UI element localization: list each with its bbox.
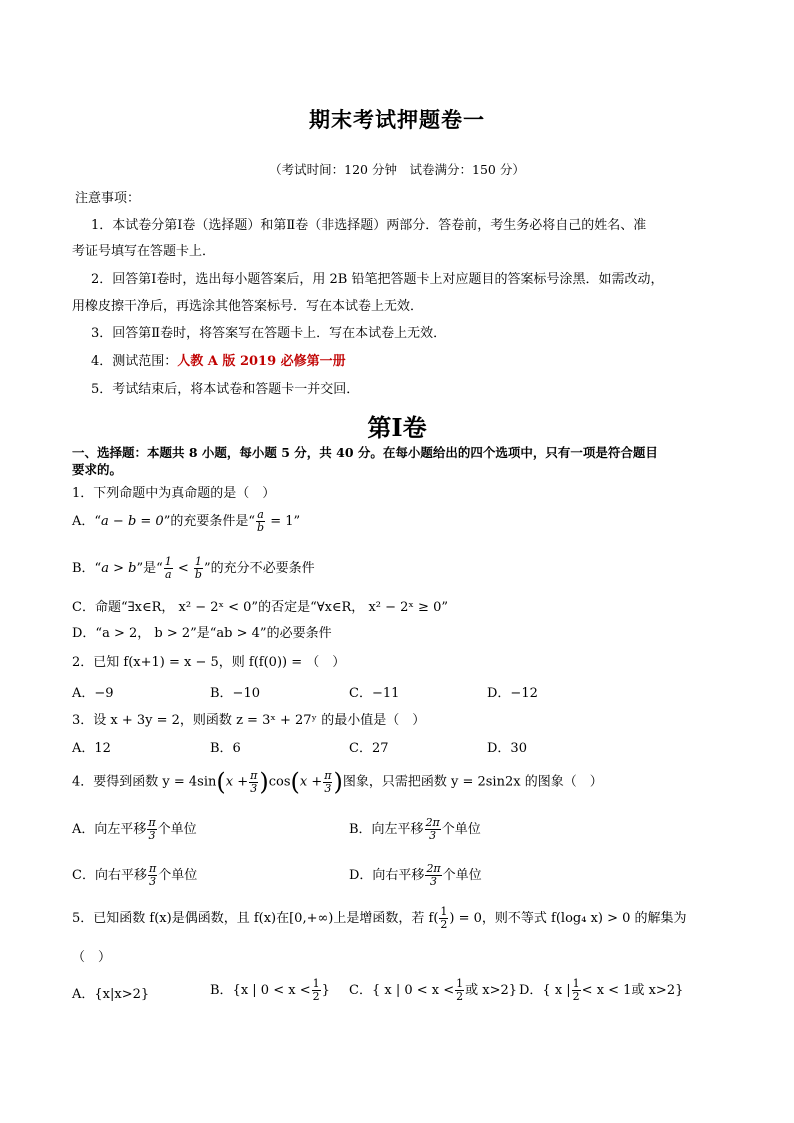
q5-d-den: 2: [572, 990, 580, 1003]
q4-a-num: π: [148, 816, 156, 829]
part1-heading-line1: 一、选择题：本题共 8 小题，每小题 5 分，共 40 分。在每小题给出的四个选项中，只有一项是符合题目: [72, 445, 658, 460]
q4-stem-fraction-1: [249, 770, 258, 795]
q5-stem-fraction: [439, 906, 448, 931]
page-title: 期末考试押题卷一: [309, 107, 485, 132]
q4-paren-open-2: (: [290, 768, 300, 796]
q1-b-fraction-2: [194, 556, 203, 581]
q1-option-b: [72, 556, 315, 582]
note-2a: 2．回答第Ⅰ卷时，选出每小题答案后，用 2B 铅笔把答题卡上对应题目的答案标号涂黑．如需改动，: [91, 272, 664, 287]
q5-option-c: [349, 978, 517, 1004]
q5-stem-den: 2: [440, 918, 448, 931]
q4-option-b: [349, 816, 481, 844]
q5-b-fraction: [312, 978, 321, 1003]
q1-b-mid: ”是“: [136, 561, 163, 576]
q1-option-a: [72, 509, 300, 535]
q4-c-den: 3: [149, 875, 157, 888]
q4-b-den: 3: [429, 829, 437, 842]
q5-answer-paren: （ ）: [72, 950, 112, 965]
q5-stem-num: 1: [440, 905, 448, 918]
q4-d-num: 2π: [426, 862, 441, 875]
q4-c-post: 个单位: [158, 868, 198, 883]
q4-b-post: 个单位: [441, 822, 481, 837]
q5-d-fraction: [572, 978, 581, 1003]
q4-paren-close-2: ): [333, 768, 343, 796]
exam-info: （考试时间：120 分钟 试卷满分：150 分）: [269, 162, 525, 177]
q4-option-d: [349, 862, 482, 890]
q4-stem-pi-1: π: [250, 768, 258, 782]
q4-paren-close-1: ): [259, 768, 269, 796]
q5-option-d: [519, 978, 683, 1004]
q5-option-b: [210, 978, 330, 1004]
q4-option-c: [72, 862, 197, 890]
q4-paren-open-1: (: [216, 768, 226, 796]
q1-a-end: ”: [293, 514, 301, 529]
q4-stem-cos: cos: [268, 774, 291, 790]
q5-d-num: 1: [572, 977, 580, 990]
q1-b-num1: 1: [164, 555, 172, 568]
q4-c-num: π: [148, 862, 157, 875]
q5-stem-pre: 5．已知函数 f(x)是偶函数，且 f(x)在[0,+∞)上是增函数，若 f(: [72, 911, 439, 926]
q4-d-fraction: [425, 863, 441, 888]
q4-a-den: 3: [148, 829, 156, 842]
q4-b-fraction: [425, 817, 441, 842]
q3-option-a: A．12: [72, 741, 111, 756]
q1-b-den1: a: [164, 568, 172, 581]
q5-b-den: 2: [312, 990, 320, 1003]
q1-a-expr: a − b = 0: [101, 514, 164, 529]
q4-stem-fraction-2: [323, 770, 332, 795]
q2-option-c: C．−11: [349, 686, 400, 701]
q4-c-pre: C．向右平移: [72, 868, 147, 883]
note-4-scope: 人教 A 版 2019 必修第一册: [177, 354, 346, 369]
q1-option-d: D．“a > 2， b > 2”是“ab > 4”的必要条件: [72, 626, 332, 641]
q4-a-fraction: [147, 817, 156, 842]
q2-option-a: A．−9: [72, 686, 114, 701]
part1-heading-line2: 要求的。: [72, 462, 123, 477]
q4-stem-x2: x +: [299, 774, 323, 790]
q5-c-post: 或 x>2}: [465, 983, 518, 998]
q2-option-d: D．−12: [487, 686, 538, 701]
q3-stem: 3．设 x + 3y = 2，则函数 z = 3ˣ + 27ʸ 的最小值是（ ）: [72, 713, 426, 728]
q1-b-den2: b: [194, 568, 202, 581]
note-1b: 考证号填写在答题卡上．: [72, 244, 216, 259]
note-4-label: 4．测试范围：: [91, 354, 178, 369]
q1-b-expr: a > b: [101, 561, 137, 576]
q5-d-pre: D．{ x |: [519, 983, 571, 998]
q4-a-post: 个单位: [157, 822, 197, 837]
q1-option-c: C．命题“∃x∈R， x² − 2ˣ < 0”的否定是“∀x∈R， x² − 2ˣ ≥ 0”: [72, 600, 448, 615]
q3-option-b: B．6: [210, 741, 241, 756]
q5-c-num: 1: [456, 977, 464, 990]
q4-stem-post: 图象，只需把函数 y = 2sin2x 的图象（ ）: [342, 774, 603, 790]
q4-b-pre: B．向左平移: [349, 822, 424, 837]
q3-option-d: D．30: [487, 741, 527, 756]
q1-a-den: b: [257, 521, 265, 534]
q1-b-num2: 1: [194, 555, 202, 568]
q4-option-a: [72, 816, 197, 844]
q4-stem-3-1: 3: [250, 781, 258, 795]
q5-b-pre: B．{x | 0 < x <: [210, 983, 311, 998]
note-4: [91, 350, 346, 369]
q4-b-num: 2π: [425, 816, 440, 829]
q5-stem: [72, 906, 687, 932]
q4-stem-pre: 4．要得到函数 y = 4sin: [72, 774, 217, 790]
q1-stem: 1．下列命题中为真命题的是（ ）: [72, 486, 276, 501]
q5-option-a: A．{x|x>2}: [72, 987, 150, 1002]
q4-d-post: 个单位: [442, 868, 482, 883]
section-title: 第Ⅰ卷: [367, 413, 427, 442]
note-5: 5．考试结束后，将本试卷和答题卡一并交回．: [91, 382, 360, 397]
q2-option-b: B．−10: [210, 686, 260, 701]
q1-b-pre: B．“: [72, 561, 102, 576]
q2-stem: 2．已知 f(x+1) = x − 5，则 f(f(0)) = （ ）: [72, 655, 346, 670]
q5-c-fraction: [455, 978, 464, 1003]
q4-stem-pi-2: π: [324, 768, 332, 782]
q1-b-fraction-1: [164, 556, 173, 581]
q4-d-den: 3: [430, 875, 438, 888]
q1-b-lt: <: [173, 561, 193, 576]
q4-stem: [72, 764, 603, 801]
q5-b-post: }: [321, 983, 330, 998]
note-3: 3．回答第Ⅱ卷时，将答案写在答题卡上．写在本试卷上无效．: [91, 326, 447, 341]
q1-a-pre: A．“: [72, 514, 102, 529]
q4-a-pre: A．向左平移: [72, 822, 147, 837]
q1-a-num: a: [257, 508, 264, 521]
note-2b: 用橡皮擦干净后，再选涂其他答案标号．写在本试卷上无效．: [72, 299, 424, 314]
q1-a-eq: = 1: [266, 514, 294, 529]
notes-heading: 注意事项：: [75, 191, 141, 206]
q1-b-end: ”的充分不必要条件: [203, 561, 315, 576]
q1-a-mid: ”的充要条件是“: [163, 514, 256, 529]
q1-a-fraction: [256, 509, 265, 534]
q5-d-post: < x < 1或 x>2}: [581, 983, 684, 998]
q5-b-num: 1: [312, 977, 320, 990]
q4-stem-x1: x +: [225, 774, 249, 790]
q5-stem-post: ) = 0，则不等式 f(log₄ x) > 0 的解集为: [449, 911, 687, 926]
q3-option-c: C．27: [349, 741, 389, 756]
note-1a: 1．本试卷分第Ⅰ卷（选择题）和第Ⅱ卷（非选择题）两部分．答卷前，考生务必将自己的姓名、准: [91, 218, 647, 233]
q4-c-fraction: [148, 863, 157, 888]
q4-d-pre: D．向右平移: [349, 868, 425, 883]
q4-stem-3-2: 3: [324, 781, 332, 795]
q5-c-pre: C．{ x | 0 < x <: [349, 983, 455, 998]
q5-c-den: 2: [456, 990, 464, 1003]
